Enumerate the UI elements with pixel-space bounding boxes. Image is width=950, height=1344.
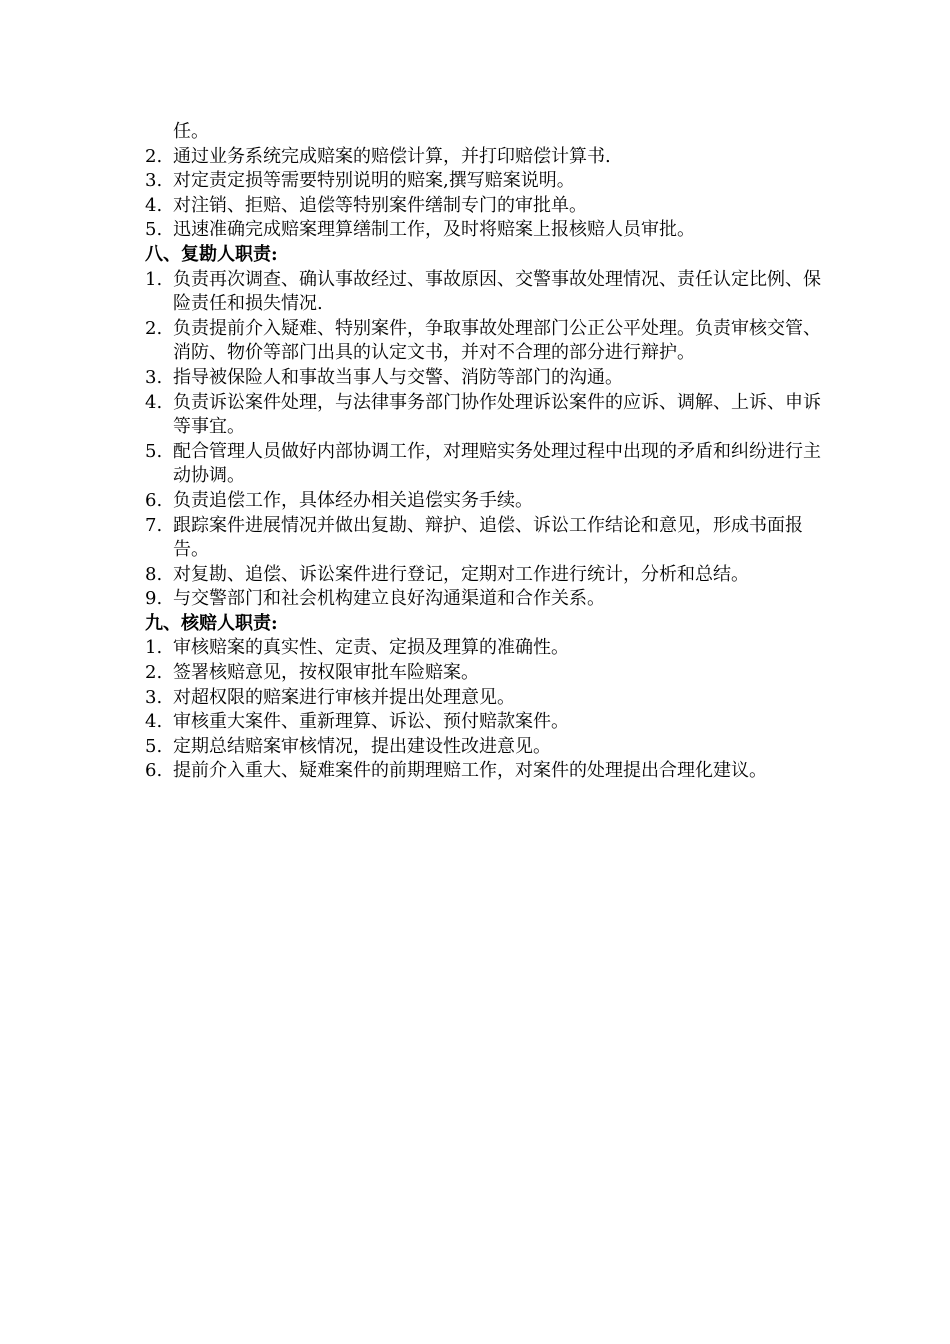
item-number: 3. xyxy=(145,170,163,192)
list-item xyxy=(145,145,825,170)
item-text: 审核赔案的真实性、定责、定损及理算的准确性。 xyxy=(173,637,569,659)
item-text: 迅速准确完成赔案理算缮制工作，及时将赔案上报核赔人员审批。 xyxy=(173,219,695,241)
item-number: 1. xyxy=(145,637,163,659)
item-text: 负责追偿工作，具体经办相关追偿实务手续。 xyxy=(173,489,533,511)
item-text: 对定责定损等需要特别说明的赔案,撰写赔案说明。 xyxy=(173,170,575,192)
list-item xyxy=(145,317,825,366)
list-item xyxy=(145,661,825,686)
item-number: 2. xyxy=(145,662,163,684)
item-text: 审核重大案件、重新理算、诉讼、预付赔款案件。 xyxy=(173,711,569,733)
item-number: 6. xyxy=(145,760,163,782)
list-item xyxy=(145,686,825,711)
section9-list xyxy=(145,636,825,784)
item-number: 8. xyxy=(145,563,163,585)
list-item xyxy=(145,514,825,563)
item-number: 5. xyxy=(145,735,163,757)
item-number: 1. xyxy=(145,268,163,290)
item-text: 定期总结赔案审核情况，提出建设性改进意见。 xyxy=(173,735,551,757)
list-item xyxy=(145,218,825,243)
list-item xyxy=(145,194,825,219)
item-number: 3. xyxy=(145,366,163,388)
list-item xyxy=(145,440,825,489)
item-text: 指导被保险人和事故当事人与交警、消防等部门的沟通。 xyxy=(173,366,623,388)
item-text: 负责再次调查、确认事故经过、事故原因、交警事故处理情况、责任认定比例、保险责任和损失情况. xyxy=(173,268,821,315)
item-number: 3. xyxy=(145,686,163,708)
section8-heading: 八、复勘人职责: xyxy=(145,243,278,265)
item-text: 对超权限的赔案进行审核并提出处理意见。 xyxy=(173,686,515,708)
item-number: 5. xyxy=(145,219,163,241)
item-text: 提前介入重大、疑难案件的前期理赔工作，对案件的处理提出合理化建议。 xyxy=(173,760,767,782)
list-item xyxy=(145,391,825,440)
item-number: 9. xyxy=(145,588,163,610)
item-text: 签署核赔意见，按权限审批车险赔案。 xyxy=(173,662,479,684)
item-number: 4. xyxy=(145,711,163,733)
section7-list xyxy=(145,145,825,243)
list-item xyxy=(145,587,825,612)
item-number: 4. xyxy=(145,194,163,216)
list-item xyxy=(145,169,825,194)
item-text: 与交警部门和社会机构建立良好沟通渠道和合作关系。 xyxy=(173,588,605,610)
item-number: 4. xyxy=(145,391,163,413)
item-text: 通过业务系统完成赔案的赔偿计算，并打印赔偿计算书. xyxy=(173,145,611,167)
item-text: 对复勘、追偿、诉讼案件进行登记，定期对工作进行统计，分析和总结。 xyxy=(173,563,749,585)
list-item xyxy=(145,636,825,661)
item-text: 配合管理人员做好内部协调工作，对理赔实务处理过程中出现的矛盾和纠纷进行主动协调。 xyxy=(173,440,821,487)
list-item xyxy=(145,710,825,735)
item-text: 负责诉讼案件处理，与法律事务部门协作处理诉讼案件的应诉、调解、上诉、申诉等事宜。 xyxy=(173,391,821,438)
item-text: 负责提前介入疑难、特别案件，争取事故处理部门公正公平处理。负责审核交管、消防、物价等部门出具的认定文书，并对不合理的部分进行辩护。 xyxy=(173,317,821,364)
list-item xyxy=(145,759,825,784)
list-item xyxy=(145,366,825,391)
previous-item-tail: 任。 xyxy=(173,121,209,142)
item-text: 对注销、拒赔、追偿等特别案件缮制专门的审批单。 xyxy=(173,194,587,216)
item-number: 6. xyxy=(145,489,163,511)
item-number: 2. xyxy=(145,145,163,167)
document-body xyxy=(145,120,825,784)
list-item xyxy=(145,489,825,514)
item-number: 7. xyxy=(145,514,163,536)
item-text: 跟踪案件进展情况并做出复勘、辩护、追偿、诉讼工作结论和意见，形成书面报告。 xyxy=(173,514,803,561)
section9-heading: 九、核赔人职责: xyxy=(145,612,278,634)
list-item xyxy=(145,268,825,317)
item-number: 2. xyxy=(145,317,163,339)
item-number: 5. xyxy=(145,440,163,462)
list-item xyxy=(145,563,825,588)
list-item xyxy=(145,735,825,760)
section8-list xyxy=(145,268,825,612)
